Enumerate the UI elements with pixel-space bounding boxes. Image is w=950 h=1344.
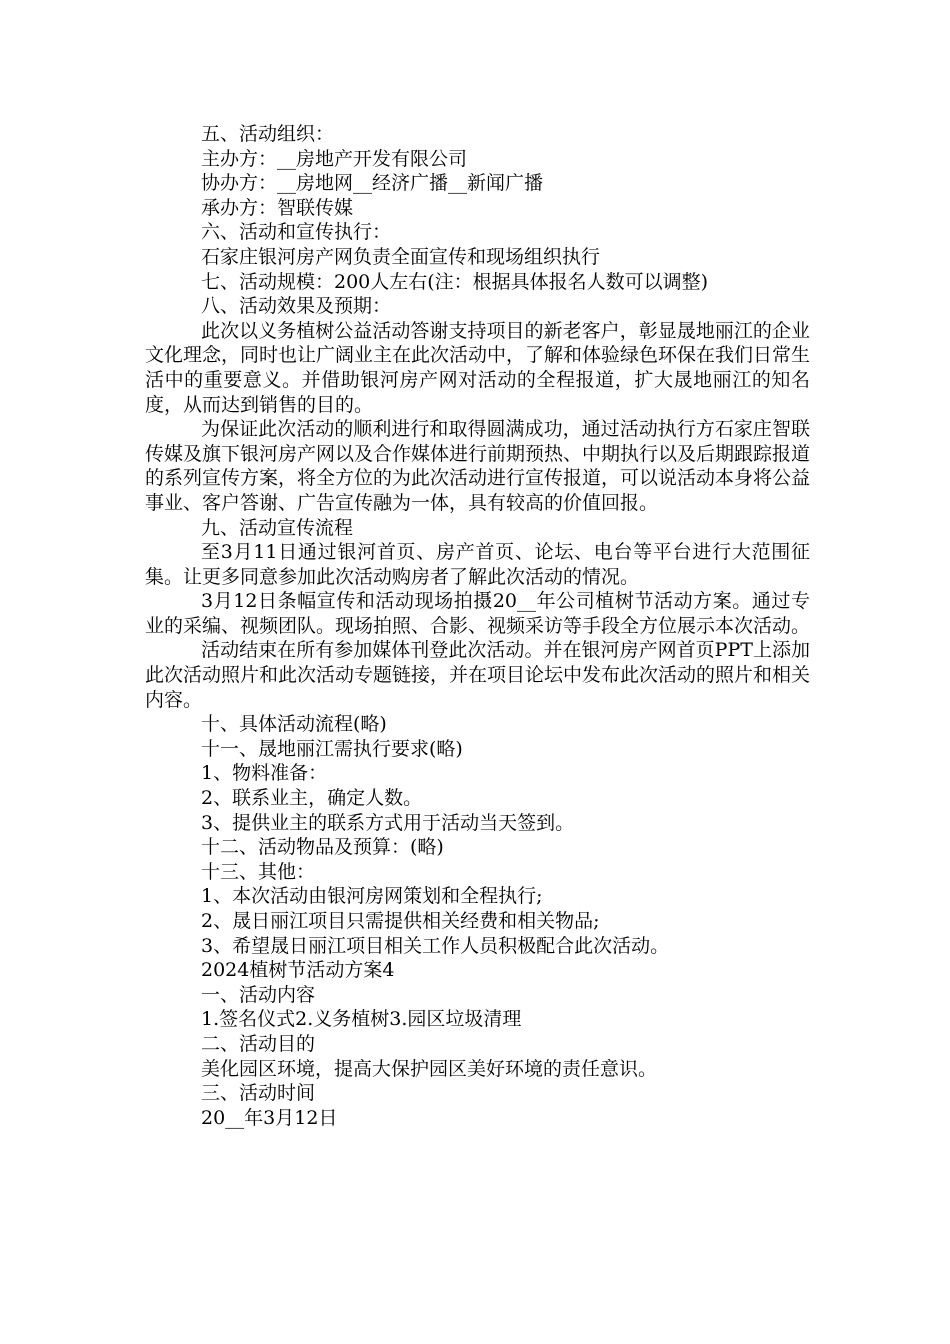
promotion-paragraph-1: 至3月11日通过银河首页、房产首页、论坛、电台等平台进行大范围征集。让更多同意参加此次活动购房者了解此次活动的情况。 — [145, 541, 810, 588]
section-10-heading: 十、具体活动流程(略) — [201, 713, 387, 736]
executor-line: 承办方：智联传媒 — [201, 196, 354, 219]
document-page — [145, 122, 810, 1130]
promotion-paragraph-3: 活动结束在所有参加媒体刊登此次活动。并在银河房产网首页PPT上添加此次活动照片和此次活动专题链接，并在项目论坛中发布此次活动的照片和相关内容。 — [145, 639, 811, 711]
plan-4-section-1-heading: 一、活动内容 — [201, 983, 316, 1006]
list-item: 1、本次活动由银河房网策划和全程执行; — [201, 885, 543, 908]
section-12-heading: 十二、活动物品及预算：(略) — [201, 836, 444, 859]
co-organizer-line: 协办方：__房地网__经济广播__新闻广播 — [201, 172, 544, 195]
list-item: 3、提供业主的联系方式用于活动当天签到。 — [201, 811, 575, 834]
section-9-heading: 九、活动宣传流程 — [201, 516, 354, 539]
effect-paragraph-2: 为保证此次活动的顺利进行和取得圆满成功，通过活动执行方石家庄智联传媒及旗下银河房产网以及合作媒体进行前期预热、中期执行以及后期跟踪报道的系列宣传方案，将全方位的为此次活动进行宣传报道，可以说活动本身将公益事业、客户答谢、广告宣传融为一体，具有较高的价值回报。 — [145, 418, 811, 514]
plan-4-title: 2024植树节活动方案4 — [201, 959, 395, 982]
plan-4-date-line: 20__年3月12日 — [201, 1106, 338, 1129]
list-item: 2、晟日丽江项目只需提供相关经费和相关物品; — [201, 910, 600, 932]
section-6-heading: 六、活动和宣传执行： — [201, 221, 392, 244]
execution-line: 石家庄银河房产网负责全面宣传和现场组织执行 — [201, 245, 601, 268]
plan-4-content-line: 1.签名仪式2.义务植树3.园区垃圾清理 — [201, 1008, 522, 1031]
list-item: 2、联系业主，确定人数。 — [201, 787, 423, 810]
section-11-heading: 十一、晟地丽江需执行要求(略) — [201, 737, 463, 760]
list-item: 1、物料准备： — [201, 762, 328, 785]
section-8-heading: 八、活动效果及预期： — [201, 295, 392, 318]
plan-4-section-2-heading: 二、活动目的 — [201, 1032, 316, 1055]
section-5-heading: 五、活动组织： — [201, 123, 335, 145]
list-item: 3、希望晟日丽江项目相关工作人员积极配合此次活动。 — [201, 934, 670, 957]
section-13-heading: 十三、其他： — [201, 860, 316, 883]
effect-paragraph-1: 此次以义务植树公益活动答谢支持项目的新老客户，彰显晟地丽江的企业文化理念，同时也让广阔业主在此次活动中，了解和体验绿色环保在我们日常生活中的重要意义。并借助银河房产网对活动的全程报道，扩大晟地丽江的知名度，从而达到销售的目的。 — [145, 319, 811, 416]
plan-4-section-3-heading: 三、活动时间 — [201, 1082, 316, 1105]
promotion-paragraph-2: 3月12日条幅宣传和活动现场拍摄20__年公司植树节活动方案。通过专业的采编、视频团队。现场拍照、合影、视频采访等手段全方位展示本次活动。 — [145, 590, 811, 637]
organizer-line: 主办方：__房地产开发有限公司 — [201, 147, 468, 170]
section-7-heading: 七、活动规模：200人左右(注：根据具体报名人数可以调整) — [201, 270, 709, 293]
plan-4-purpose-line: 美化园区环境，提高大保护园区美好环境的责任意识。 — [201, 1057, 658, 1080]
